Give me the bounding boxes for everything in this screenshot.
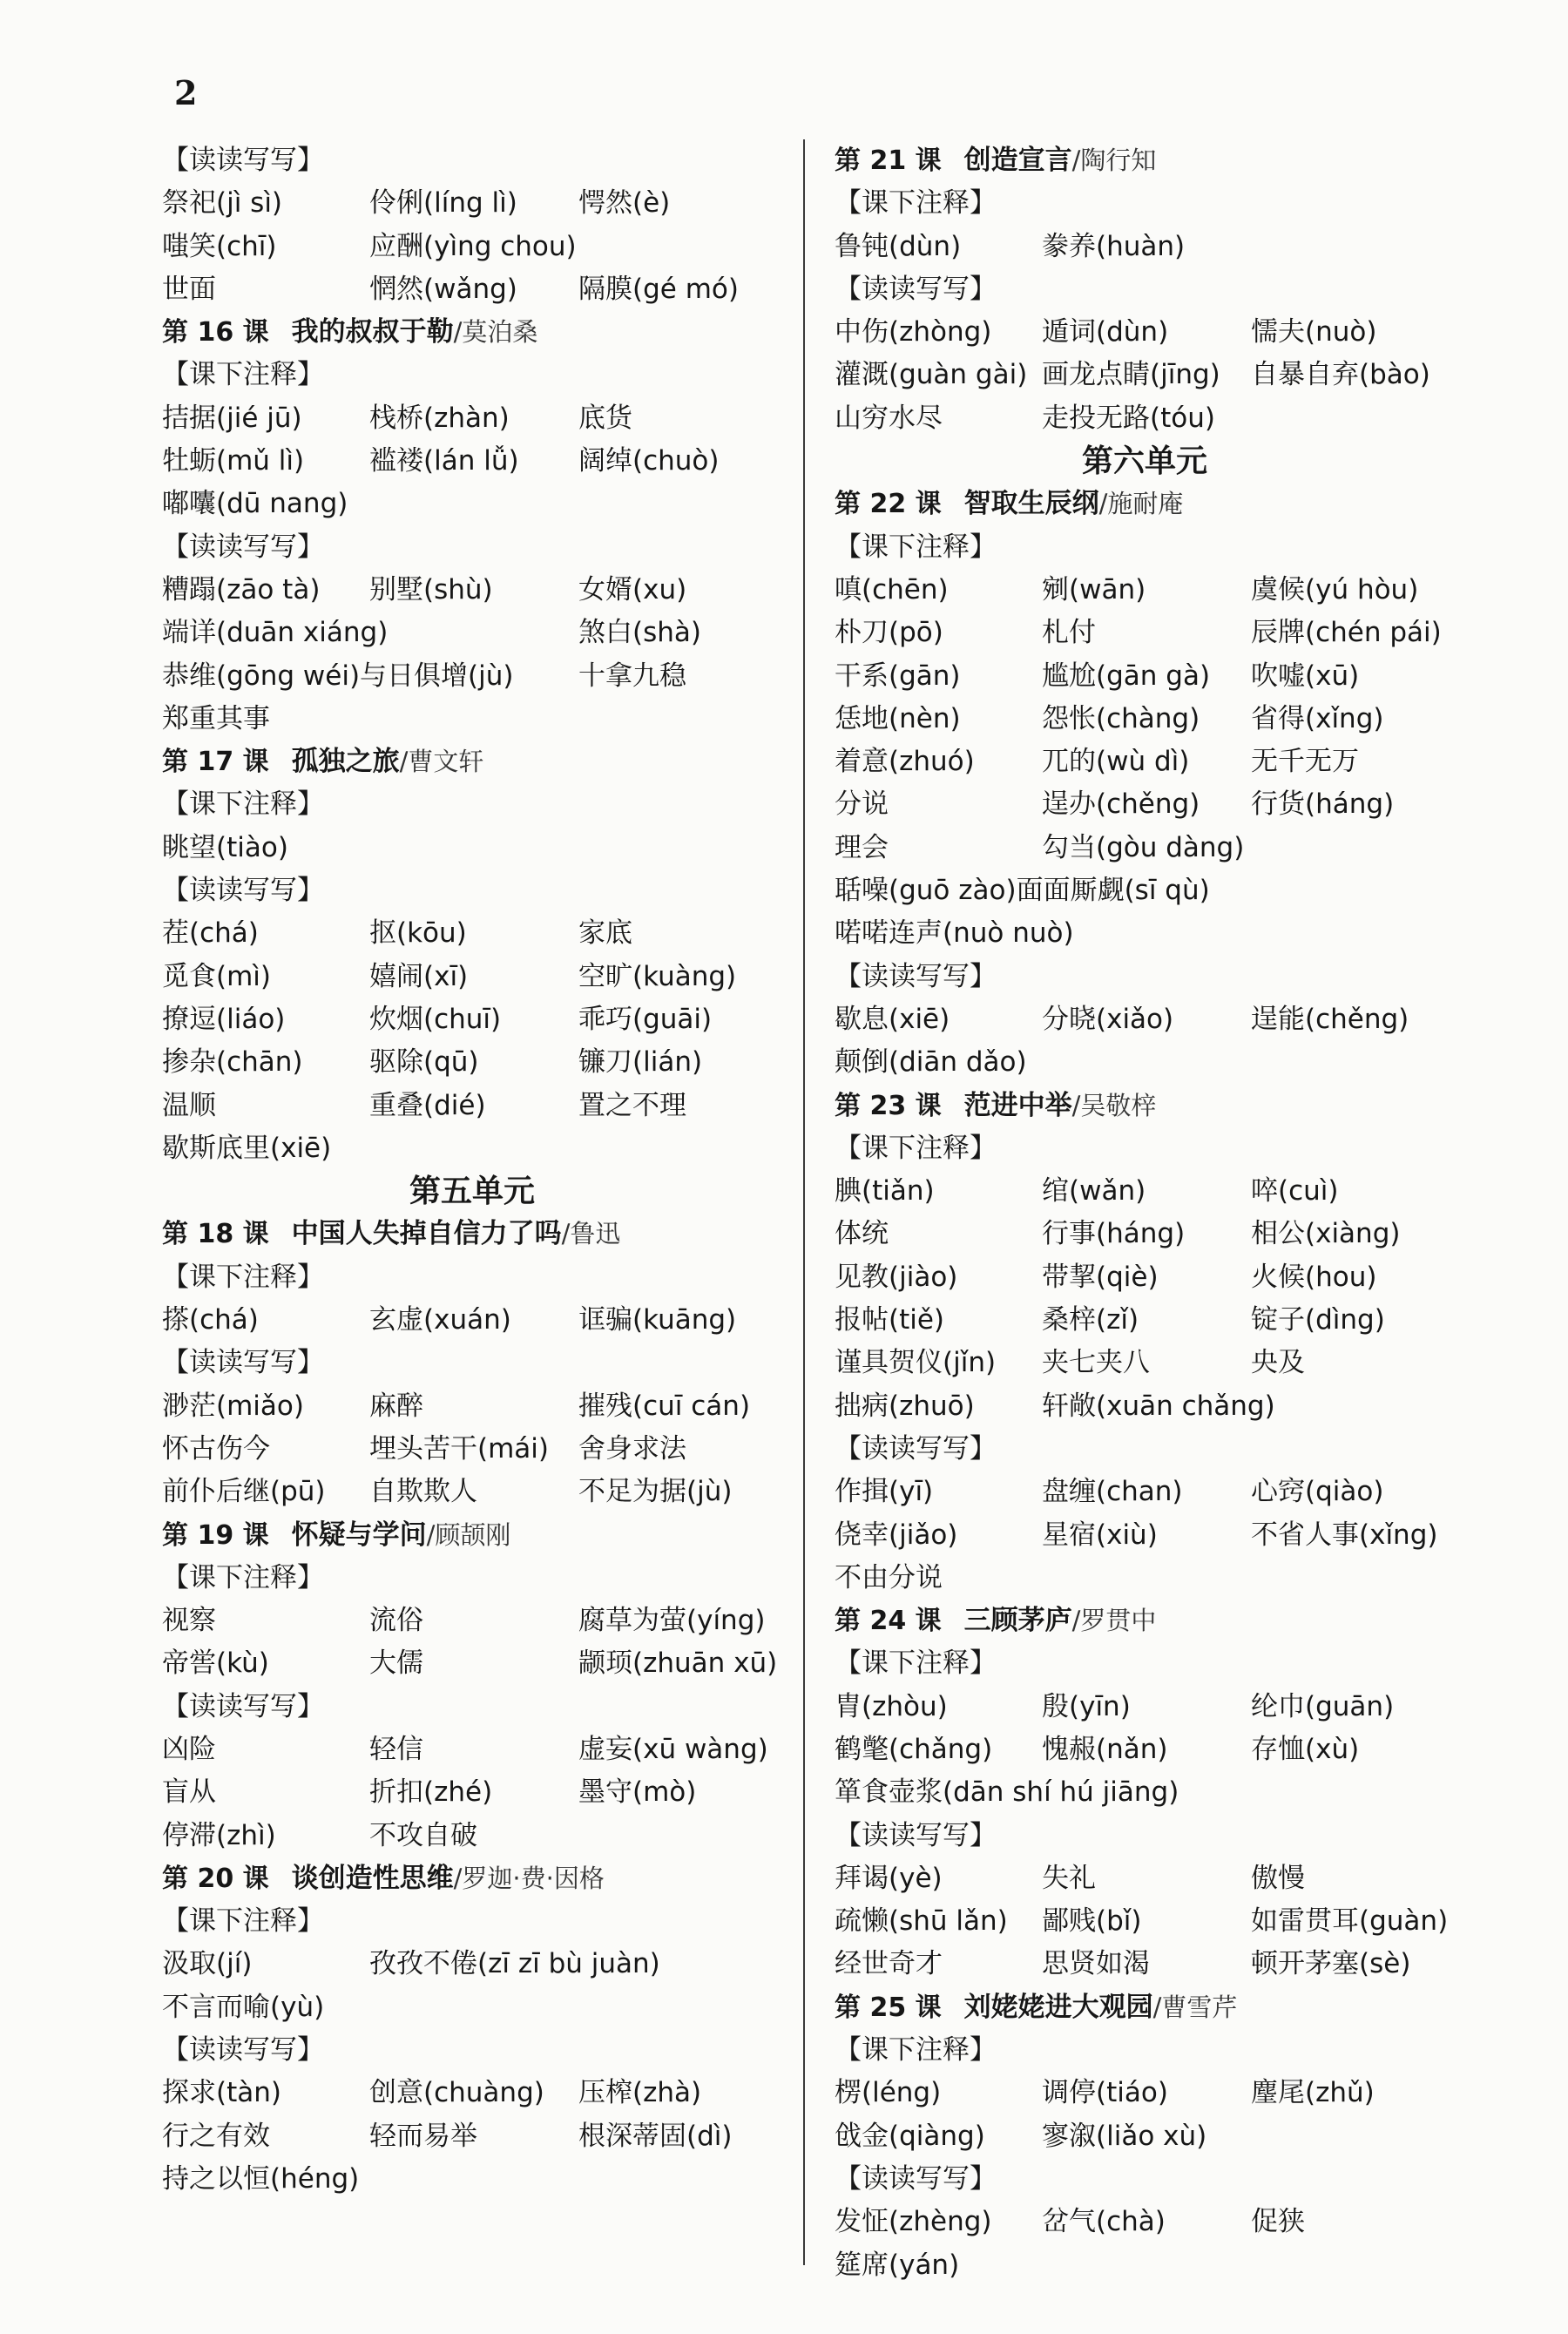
vocab-entry: 颠倒(diān dǎo) [835,1046,1027,1079]
vocab-entry: 流俗 [369,1605,423,1637]
vocab-row [835,612,1455,654]
vocab-entry: 吹嘘(xū) [1251,660,1360,692]
vocab-entry: 前仆后继(pū) [162,1476,326,1508]
vocab-row [835,1256,1455,1299]
lesson-number: 第 18 课 [162,1219,269,1250]
vocab-row [835,2244,1455,2287]
vocab-entry: 觅食(mì) [162,960,271,992]
vocab-entry: 鹤氅(chǎng) [835,1733,993,1765]
vocab-entry: 郑重其事 [162,702,270,734]
vocab-entry: 遁词(dùn) [1042,316,1169,348]
lesson-heading [162,741,782,783]
vocab-row [162,998,782,1041]
vocab-entry: 理会 [835,831,889,863]
vocab-row [162,226,782,268]
section-heading: 【读读写写】 [835,273,997,305]
vocab-entry: 山穷水尽 [835,402,943,434]
vocab-entry: 家底 [578,917,632,950]
vocab-row [835,1771,1455,1814]
vocab-entry: 画龙点睛(jīng) [1042,359,1220,391]
vocab-row [835,1299,1455,1342]
vocab-entry: 十拿九稳 [578,660,686,692]
vocab-entry: 嗔(chēn) [835,573,949,605]
vocab-entry: 逞办(chěng) [1042,788,1200,821]
lesson-author: /顾颉刚 [426,1519,511,1550]
vocab-entry: 逞能(chěng) [1251,1003,1409,1035]
vocab-entry: 行之有效 [162,2120,270,2152]
vocab-row [835,2072,1455,2114]
vocab-entry: 阔绰(chuò) [578,445,720,477]
vocab-entry: 自暴自弃(bào) [1251,359,1430,391]
vocab-entry: 孜孜不倦(zī zī bù juàn) [369,1948,660,1980]
vocab-entry: 虚妄(xū wàng) [578,1733,768,1765]
vocab-row [162,483,782,525]
vocab-entry: 压榨(zhà) [578,2077,702,2109]
section-heading: 【课下注释】 [162,788,324,821]
vocab-entry: 糟蹋(zāo tà) [162,573,321,605]
vocab-entry: 不由分说 [835,1561,943,1593]
lesson-author: /曹文轩 [399,747,484,777]
lesson-number: 第 24 课 [835,1606,942,1637]
section-heading: 【读读写写】 [162,875,324,907]
vocab-row [835,1857,1455,1900]
vocab-entry: 鲁钝(dùn) [835,230,962,262]
lesson-title: 怀疑与学问 [291,1519,427,1551]
vocab-row [162,397,782,440]
vocab-entry: 汲取(jí) [162,1948,253,1980]
vocab-entry: 傲慢 [1251,1862,1305,1894]
vocab-row [835,1514,1455,1557]
vocab-entry: 兀的(wù dì) [1042,746,1190,778]
vocab-entry: 寥溆(liǎo xù) [1042,2120,1207,2152]
vocab-entry: 走投无路(tóu) [1042,402,1215,434]
vocab-entry: 世面 [162,273,216,305]
vocab-entry: 勾当(gòu dàng) [1042,831,1245,863]
vocab-entry: 嬉闹(xī) [369,960,469,992]
lesson-number: 第 22 课 [835,489,942,520]
lesson-title: 刘姥姥进大观园 [963,1991,1153,2023]
vocab-entry: 央及 [1251,1347,1305,1379]
vocab-entry: 不省人事(xǐng) [1251,1519,1438,1551]
vocab-entry: 体统 [835,1218,889,1250]
vocab-row [835,698,1455,741]
vocab-entry: 思贤如渴 [1042,1948,1150,1980]
unit-title: 第五单元 [409,1174,535,1210]
vocab-entry: 根深蒂固(dì) [578,2120,733,2152]
vocab-entry: 不攻自破 [369,1819,477,1851]
vocab-row [835,741,1455,783]
vocab-entry: 戗金(qiàng) [835,2120,985,2152]
section-heading: 【课下注释】 [162,1905,324,1938]
vocab-entry: 拙病(zhuō) [835,1390,975,1422]
vocab-entry: 底货 [578,402,632,434]
section-heading: 【读读写写】 [162,531,324,563]
vocab-entry: 祭祀(jì sì) [162,187,283,220]
lesson-author: /施耐庵 [1098,489,1184,519]
vocab-entry: 牡蛎(mǔ lì) [162,445,305,477]
lesson-number: 第 19 课 [162,1519,269,1551]
vocab-entry: 灌溉(guàn gài) [835,359,1028,391]
lesson-number: 第 16 课 [162,317,269,348]
vocab-entry: 报帖(tiě) [835,1304,945,1336]
lesson-number: 第 23 课 [835,1090,942,1121]
vocab-row [835,1943,1455,1986]
lesson-number: 第 17 课 [162,747,269,778]
vocab-entry: 自欺欺人 [369,1476,477,1508]
vocab-row [162,655,782,698]
vocab-entry: 作揖(yī) [835,1476,934,1508]
vocab-row [162,2072,782,2114]
vocab-entry: 怨怅(chàng) [1042,702,1200,734]
vocab-row [162,440,782,483]
vocab-entry: 分晓(xiǎo) [1042,1003,1174,1035]
lesson-number: 第 20 课 [162,1863,269,1894]
vocab-entry: 殷(yīn) [1042,1690,1131,1722]
vocab-entry: 札付 [1042,617,1096,649]
vocab-entry: 恭维(gōng wéi)与日俱增(jù) [162,660,514,692]
lesson-title: 创造宣言 [963,145,1072,176]
vocab-row [162,1943,782,1986]
vocab-entry: 褴褛(lán lǚ) [369,445,519,477]
vocab-entry: 夹七夹八 [1042,1347,1150,1379]
vocab-entry: 恁地(nèn) [835,702,961,734]
vocab-row [835,655,1455,698]
lesson-title: 三顾茅庐 [963,1605,1072,1637]
vocab-entry: 轩敞(xuān chǎng) [1042,1390,1275,1422]
vocab-entry: 驱除(qū) [369,1046,479,1079]
vocab-entry: 轻信 [369,1733,423,1765]
vocab-row [162,1299,782,1342]
section-heading: 【课下注释】 [835,1647,997,1680]
vocab-row [835,783,1455,826]
vocab-entry: 啐(cuì) [1251,1175,1339,1208]
vocab-entry: 炊烟(chuī) [369,1003,502,1035]
section-heading: 【读读写写】 [835,1432,997,1465]
lesson-heading [162,311,782,354]
vocab-row [162,827,782,869]
vocab-entry: 不言而喻(yù) [162,1991,325,2023]
vocab-entry: 朴刀(pō) [835,617,943,649]
vocab-entry: 着意(zhuó) [835,746,975,778]
lesson-heading [835,1986,1455,2029]
section-heading: 【课下注释】 [162,1561,324,1593]
vocab-entry: 锭子(dìng) [1251,1304,1385,1336]
vocab-entry: 心窍(qiào) [1251,1476,1384,1508]
vocab-entry: 聒噪(guō zào)面面厮觑(sī qù) [835,875,1210,907]
section-heading: 【读读写写】 [835,960,997,992]
vocab-entry: 虞候(yú hòu) [1251,573,1419,605]
vocab-entry: 嘟囔(dū nang) [162,488,348,520]
vocab-row [835,226,1455,268]
vocab-entry: 凶险 [162,1733,216,1765]
vocab-entry: 探求(tàn) [162,2077,281,2109]
vocab-entry: 乖巧(guāi) [578,1003,713,1035]
section-heading: 【读读写写】 [162,1347,324,1379]
vocab-entry: 置之不理 [578,1089,686,1121]
vocab-row [162,2115,782,2158]
vocab-row [162,1642,782,1685]
column-divider [803,139,805,2265]
vocab-entry: 桑梓(zǐ) [1042,1304,1139,1336]
vocab-entry: 茬(chá) [162,917,259,950]
section-heading: 【课下注释】 [835,531,997,563]
vocab-entry: 无千无万 [1251,746,1359,778]
vocab-row [835,354,1455,396]
vocab-entry: 别墅(shù) [369,573,493,605]
vocab-entry: 调停(tiáo) [1042,2077,1168,2109]
vocab-entry: 筵席(yán) [835,2249,960,2281]
section-heading: 【读读写写】 [835,1819,997,1851]
vocab-entry: 省得(xǐng) [1251,702,1384,734]
vocab-entry: 镰刀(lián) [578,1046,703,1079]
vocab-row [162,1815,782,1857]
vocab-row [162,912,782,955]
vocab-entry: 岔气(chà) [1042,2206,1166,2238]
vocab-row [162,182,782,225]
vocab-entry: 重叠(dié) [369,1089,486,1121]
vocab-entry: 存恤(xù) [1251,1733,1360,1765]
vocab-row [835,1686,1455,1729]
vocab-row [835,1557,1455,1600]
lesson-title: 谈创造性思维 [291,1862,454,1894]
vocab-row [162,569,782,612]
vocab-entry: 懦夫(nuò) [1251,316,1377,348]
vocab-entry: 发怔(zhèng) [835,2206,992,2238]
page-number: 2 [174,73,198,112]
vocab-row [835,311,1455,354]
vocab-entry: 辰牌(chén pái) [1251,617,1442,649]
vocab-row [162,1986,782,2029]
lesson-title: 我的叔叔于勒 [291,316,454,348]
vocab-row [162,1771,782,1814]
vocab-entry: 相公(xiàng) [1251,1218,1401,1250]
vocab-entry: 绾(wǎn) [1042,1175,1146,1208]
section-heading: 【读读写写】 [162,145,324,176]
vocab-entry: 干系(gān) [835,660,961,692]
vocab-entry: 舍身求法 [578,1432,686,1465]
vocab-entry: 喏喏连声(nuò nuò) [835,917,1074,950]
vocab-entry: 行事(háng) [1042,1218,1186,1250]
vocab-row [835,2115,1455,2158]
vocab-entry: 歇斯底里(xiē) [162,1132,332,1164]
lesson-author: /罗迦·费·因格 [453,1863,605,1893]
vocab-entry: 折扣(zhé) [369,1776,493,1809]
vocab-entry: 掺杂(chān) [162,1046,303,1079]
vocab-row [162,1085,782,1127]
vocab-row [835,827,1455,869]
vocab-entry: 见教(jiào) [835,1261,958,1293]
section-heading: 【读读写写】 [835,2162,997,2195]
lesson-heading [835,139,1455,182]
vocab-entry: 中伤(zhòng) [835,316,992,348]
vocab-entry: 温顺 [162,1089,216,1121]
vocab-entry: 鄙贱(bǐ) [1042,1905,1142,1938]
vocab-entry: 腆(tiǎn) [835,1175,935,1208]
lesson-author: /陶行知 [1071,145,1157,175]
vocab-entry: 搽(chá) [162,1304,259,1336]
lesson-author: /鲁迅 [561,1219,621,1249]
vocab-entry: 摧残(cuī cán) [578,1390,751,1422]
vocab-row [835,998,1455,1041]
vocab-entry: 伶俐(líng lì) [369,187,517,220]
vocab-entry: 不足为据(jù) [578,1476,733,1508]
vocab-entry: 疏懒(shū lǎn) [835,1905,1008,1938]
vocab-entry: 星宿(xiù) [1042,1519,1158,1551]
vocab-entry: 胄(zhòu) [835,1690,948,1722]
vocab-entry: 惘然(wǎng) [369,273,517,305]
vocab-row [835,912,1455,955]
vocab-entry: 嗤笑(chī) [162,230,277,262]
vocab-entry: 拮据(jié jū) [162,402,302,434]
vocab-row [162,1127,782,1170]
vocab-entry: 行货(háng) [1251,788,1395,821]
vocab-entry: 麻醉 [369,1390,423,1422]
vocab-entry: 纶巾(guān) [1251,1690,1395,1722]
lesson-heading [162,1213,782,1255]
vocab-row [162,612,782,654]
section-heading: 【读读写写】 [162,2034,324,2067]
section-heading: 【课下注释】 [162,359,324,391]
vocab-entry: 愕然(è) [578,187,671,220]
lesson-number: 第 21 课 [835,145,942,176]
vocab-entry: 尴尬(gān gà) [1042,660,1211,692]
vocab-row [162,1385,782,1428]
vocab-entry: 促狭 [1251,2206,1305,2238]
vocab-row [835,1170,1455,1213]
vocab-entry: 视察 [162,1605,216,1637]
lesson-number: 第 25 课 [835,1992,942,2023]
vocab-row [835,397,1455,440]
vocab-row [162,1600,782,1642]
vocab-entry: 创意(chuàng) [369,2077,544,2109]
vocab-entry: 端详(duān xiáng) [162,617,389,649]
vocab-row [162,956,782,998]
lesson-heading [835,1085,1455,1127]
lesson-heading [162,1857,782,1900]
vocab-entry: 箪食壶浆(dān shí hú jiāng) [835,1776,1179,1809]
vocab-entry: 帝喾(kù) [162,1647,269,1680]
vocab-entry: 豢养(huàn) [1042,230,1186,262]
lesson-author: /罗贯中 [1071,1606,1157,1636]
vocab-entry: 轻而易举 [369,2120,477,2152]
vocab-entry: 诓骗(kuāng) [578,1304,737,1336]
lesson-heading [835,1600,1455,1642]
vocab-entry: 停滞(zhì) [162,1819,276,1851]
vocab-entry: 眺望(tiào) [162,831,288,863]
vocab-entry: 煞白(shà) [578,617,701,649]
vocab-row [835,1342,1455,1384]
lesson-title: 范进中举 [963,1089,1072,1121]
vocab-entry: 顿开茅塞(sè) [1251,1948,1411,1980]
vocab-entry: 颛顼(zhuān xū) [578,1647,778,1680]
vocab-row [162,1729,782,1771]
vocab-entry: 盲从 [162,1776,216,1809]
vocab-entry: 愧赧(nǎn) [1042,1733,1168,1765]
vocab-entry: 隔膜(gé mó) [578,273,739,305]
section-heading: 【课下注释】 [162,1261,324,1293]
vocab-entry: 如雷贯耳(guàn) [1251,1905,1449,1938]
vocab-entry: 渺茫(miǎo) [162,1390,304,1422]
vocab-entry: 火候(hou) [1251,1261,1377,1293]
vocab-row [835,1471,1455,1513]
lesson-title: 智取生辰纲 [963,488,1099,520]
vocab-entry: 应酬(yìng chou) [369,230,577,262]
vocab-entry: 经世奇才 [835,1948,943,1980]
vocab-entry: 抠(kōu) [369,917,467,950]
section-heading: 【读读写写】 [162,1690,324,1722]
vocab-entry: 歇息(xiē) [835,1003,950,1035]
vocab-entry: 墨守(mò) [578,1776,697,1809]
vocab-entry: 麈尾(zhǔ) [1251,2077,1375,2109]
lesson-author: /莫泊桑 [453,317,538,348]
vocab-entry: 盘缠(chan) [1042,1476,1183,1508]
lesson-title: 孤独之旅 [291,746,400,778]
vocab-row [835,1900,1455,1943]
vocab-row [835,869,1455,912]
vocab-entry: 玄虚(xuán) [369,1304,511,1336]
left-column [162,139,782,2201]
vocab-entry: 栈桥(zhàn) [369,402,510,434]
vocab-entry: 撩逗(liáo) [162,1003,286,1035]
vocab-row [835,569,1455,612]
vocab-entry: 失礼 [1042,1862,1096,1894]
section-heading: 【课下注释】 [835,1132,997,1164]
vocab-entry: 空旷(kuàng) [578,960,737,992]
lesson-heading [162,1514,782,1557]
section-heading: 【课下注释】 [835,187,997,220]
vocab-row [162,698,782,741]
vocab-row [835,1729,1455,1771]
vocab-entry: 分说 [835,788,889,821]
vocab-entry: 大儒 [369,1647,423,1680]
vocab-entry: 谨具贺仪(jǐn) [835,1347,997,1379]
vocab-row [835,2201,1455,2243]
unit-title: 第六单元 [1081,443,1207,480]
lesson-author: /吴敬梓 [1071,1090,1157,1120]
vocab-row [162,1041,782,1084]
vocab-entry: 楞(léng) [835,2077,942,2109]
lesson-title: 中国人失掉自信力了吗 [291,1218,562,1250]
lesson-heading [835,483,1455,525]
vocab-entry: 腐草为萤(yíng) [578,1605,766,1637]
vocab-entry: 剜(wān) [1042,573,1146,605]
vocab-row [835,1213,1455,1255]
vocab-entry: 持之以恒(héng) [162,2162,360,2195]
vocab-entry: 埋头苦干(mái) [369,1432,549,1465]
vocab-row [162,2158,782,2201]
vocab-entry: 带挈(qiè) [1042,1261,1159,1293]
vocab-entry: 怀古伤今 [162,1432,270,1465]
vocab-entry: 拜谒(yè) [835,1862,943,1894]
vocab-row [835,1041,1455,1084]
vocab-row [162,268,782,311]
vocab-entry: 侥幸(jiǎo) [835,1519,958,1551]
vocab-row [162,1471,782,1513]
lesson-author: /曹雪芹 [1152,1992,1238,2022]
vocab-row [162,1428,782,1471]
section-heading: 【课下注释】 [835,2034,997,2067]
vocab-row [835,1385,1455,1428]
vocab-entry: 女婿(xu) [578,573,687,605]
right-column [835,139,1455,2287]
